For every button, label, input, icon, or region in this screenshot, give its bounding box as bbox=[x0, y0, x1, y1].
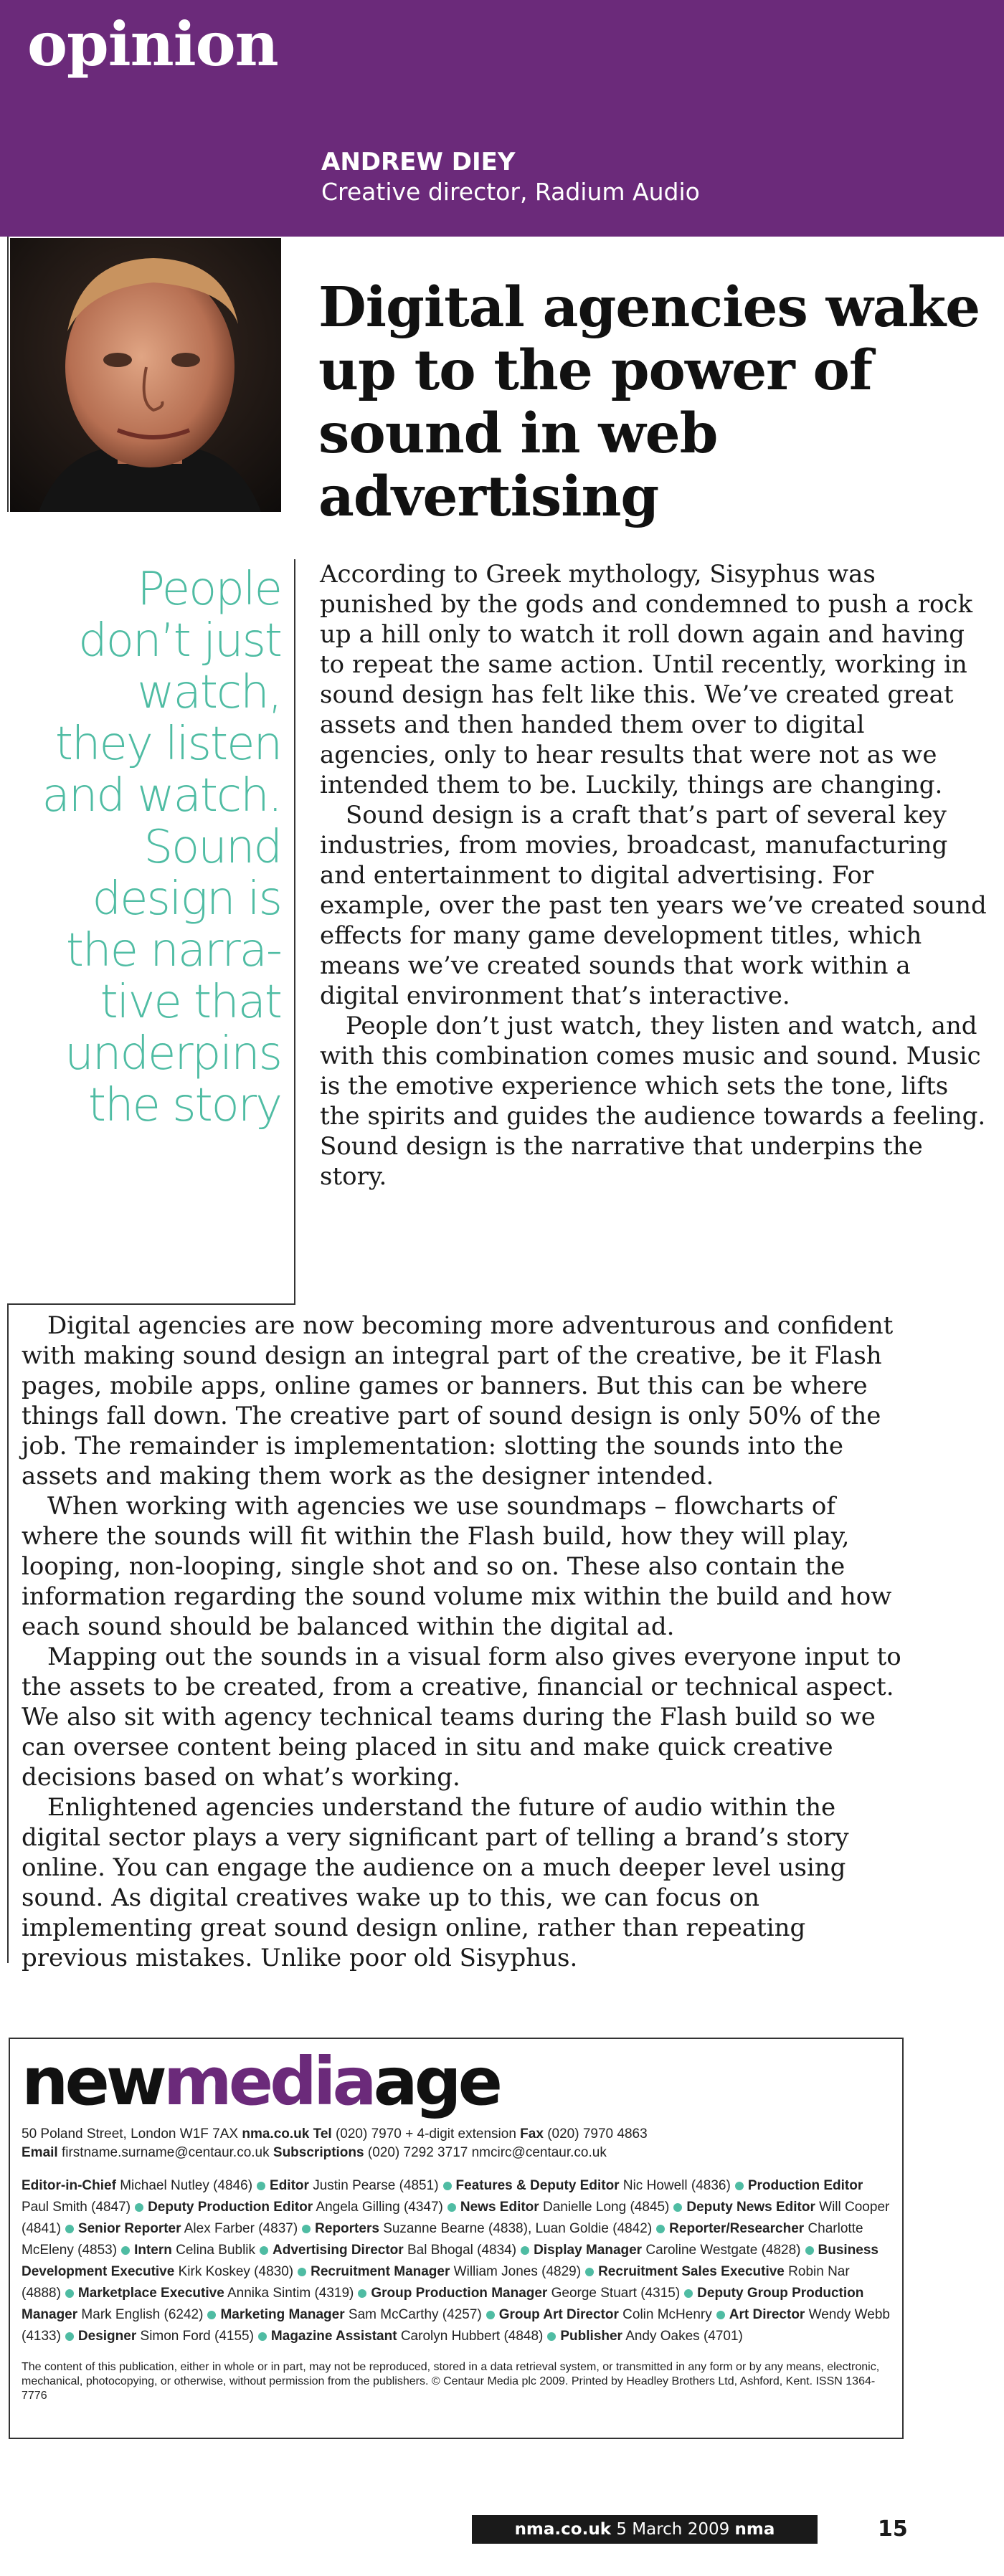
site-url: nma.co.uk bbox=[242, 2126, 310, 2142]
staff-role: Editor-in-Chief bbox=[22, 2178, 116, 2193]
pullquote-line: Sound bbox=[143, 821, 281, 874]
bullet-dot-icon bbox=[121, 2246, 130, 2255]
staff-name: Nic Howell (4836) bbox=[622, 2178, 731, 2193]
newmediaage-logo bbox=[22, 2043, 891, 2120]
staff-role: News Editor bbox=[460, 2200, 539, 2215]
bullet-dot-icon bbox=[258, 2332, 267, 2341]
staff-role: Intern bbox=[134, 2243, 172, 2258]
bullet-dot-icon bbox=[447, 2203, 456, 2212]
email: firstname.surname@centaur.co.uk bbox=[61, 2145, 270, 2160]
pullquote-line: underpins bbox=[65, 1027, 281, 1080]
staff-role: Group Production Manager bbox=[371, 2286, 548, 2301]
staff-role: Reporters bbox=[315, 2221, 379, 2236]
pullquote bbox=[14, 564, 281, 1131]
bullet-dot-icon bbox=[260, 2246, 268, 2255]
bullet-dot-icon bbox=[735, 2182, 744, 2190]
logo-part: media bbox=[163, 2043, 374, 2120]
staff-name: Paul Smith (4847) bbox=[22, 2200, 131, 2215]
pullquote-line: and watch. bbox=[42, 769, 281, 822]
staff-name: George Stuart (4315) bbox=[551, 2286, 681, 2301]
bullet-dot-icon bbox=[302, 2225, 311, 2233]
pullquote-line: watch, bbox=[137, 666, 281, 719]
col2-left-rule bbox=[7, 1303, 9, 1963]
staff-name: Robin Nar (4888) bbox=[22, 2264, 850, 2301]
staff-role: Display Manager bbox=[534, 2243, 643, 2258]
article-paragraph: Mapping out the sounds in a visual form also gives everyone input to the assets to be created, from a creative, financial or technical aspect. We also sit with agency technical teams during the Flash build so we can oversee content being placed in situ and make quick creative decisions based on what’s working. bbox=[22, 1643, 901, 1792]
bullet-dot-icon bbox=[443, 2182, 452, 2190]
bullet-dot-icon bbox=[65, 2289, 74, 2298]
pullquote-divider bbox=[294, 559, 295, 1305]
staff-name: Charlotte McEleny (4853) bbox=[22, 2221, 863, 2258]
bullet-dot-icon bbox=[585, 2268, 594, 2276]
staff-name: Andy Oakes (4701) bbox=[625, 2329, 743, 2344]
logo-part: age bbox=[373, 2043, 499, 2120]
subscriptions: (020) 7292 3717 nmcirc@centaur.co.uk bbox=[367, 2145, 607, 2160]
article-paragraph: People don’t just watch, they listen and watch, and with this combination comes music and sound. Music is the emotive experience which sets the tone, lifts the spirits and guides the audience towards a feeling. Sound design is the narrative that underpins the story. bbox=[320, 1012, 986, 1191]
staff-name: Danielle Long (4845) bbox=[542, 2200, 670, 2215]
staff-role: Business Development Executive bbox=[22, 2243, 879, 2279]
contact-info bbox=[22, 2125, 891, 2162]
headline: Digital agencies wake up to the power of sound in web advertising bbox=[318, 275, 980, 529]
staff-role: Group Art Director bbox=[498, 2307, 619, 2322]
staff-role: Editor bbox=[270, 2178, 309, 2193]
photo-left-rule bbox=[7, 237, 9, 512]
col2-top-rule bbox=[7, 1303, 294, 1305]
staff-name: Sam McCarthy (4257) bbox=[348, 2307, 482, 2322]
bullet-dot-icon bbox=[656, 2225, 665, 2233]
email-label: Email bbox=[22, 2145, 58, 2160]
bullet-dot-icon bbox=[257, 2182, 265, 2190]
fax: (020) 7970 4863 bbox=[547, 2126, 648, 2142]
staff-name: Carolyn Hubbert (4848) bbox=[400, 2329, 544, 2344]
pullquote-line: People bbox=[137, 563, 281, 616]
author-role: Creative director, Radium Audio bbox=[321, 178, 700, 206]
staff-role: Reporter/Researcher bbox=[669, 2221, 805, 2236]
staff-list bbox=[22, 2175, 891, 2347]
staff-name: Kirk Koskey (4830) bbox=[178, 2264, 294, 2279]
bullet-dot-icon bbox=[65, 2332, 74, 2341]
pullquote-line: they listen bbox=[55, 718, 281, 771]
bullet-dot-icon bbox=[298, 2268, 306, 2276]
article-paragraph: Enlightened agencies understand the future of audio within the digital sector plays a very significant part of telling a brand’s story online. You can engage the audience on a much deeper level using sound. As digital creatives wake up to this, we can focus on implementing great sound design online, rather than repeating previous mistakes. Unlike poor old Sisyphus. bbox=[22, 1793, 849, 1972]
staff-role: Publisher bbox=[560, 2329, 622, 2344]
address: 50 Poland Street, London W1F 7AX bbox=[22, 2126, 239, 2142]
bullet-dot-icon bbox=[547, 2332, 556, 2341]
staff-name: Simon Ford (4155) bbox=[140, 2329, 254, 2344]
page-number: 15 bbox=[878, 2516, 908, 2542]
staff-name: Will Cooper (4841) bbox=[22, 2200, 890, 2236]
staff-name: Bal Bhogal (4834) bbox=[407, 2243, 517, 2258]
staff-name: Celina Bublik bbox=[176, 2243, 256, 2258]
pullquote-line: don’t just bbox=[78, 614, 281, 667]
staff-role: Recruitment Manager bbox=[311, 2264, 450, 2279]
pullquote-line: tive that bbox=[100, 976, 281, 1029]
staff-name: Alex Farber (4837) bbox=[184, 2221, 298, 2236]
staff-role: Art Director bbox=[729, 2307, 805, 2322]
staff-role: Designer bbox=[77, 2329, 137, 2344]
article-column-1 bbox=[320, 559, 987, 1192]
bullet-dot-icon bbox=[486, 2311, 495, 2319]
tel-label: Tel bbox=[313, 2126, 332, 2142]
staff-role: Deputy Production Editor bbox=[148, 2200, 313, 2215]
pullquote-line: the narra- bbox=[65, 924, 281, 977]
bullet-dot-icon bbox=[673, 2203, 682, 2212]
bullet-dot-icon bbox=[358, 2289, 366, 2298]
tel: (020) 7970 + 4-digit extension bbox=[335, 2126, 516, 2142]
article-paragraph: Digital agencies are now becoming more adventurous and confident with making sound design an integral part of the creative, be it Flash pages, mobile apps, online games or banners. But this can be where things fall down. The creative part of sound design is only 50% of the job. The remainder is implementation: slotting the sounds into the assets and making them work as the designer intended. bbox=[22, 1311, 894, 1491]
staff-name: Justin Pearse (4851) bbox=[313, 2178, 439, 2193]
section-label: opinion bbox=[27, 9, 278, 80]
bullet-dot-icon bbox=[521, 2246, 529, 2255]
staff-name: Suzanne Bearne (4838), Luan Goldie (4842) bbox=[383, 2221, 653, 2236]
staff-name: Michael Nutley (4846) bbox=[120, 2178, 253, 2193]
masthead-box bbox=[9, 2038, 904, 2439]
subscriptions-label: Subscriptions bbox=[273, 2145, 364, 2160]
staff-name: William Jones (4829) bbox=[453, 2264, 582, 2279]
staff-role: Deputy Group Production Manager bbox=[22, 2286, 864, 2322]
legal-notice: The content of this publication, either in whole or in part, may not be reproduced, stored in a data retrieval system, or transmitted in any form or by any means, electronic, mechanical, photocopying, or otherwise, without permission from the publishers. © Centaur Media plc 2009. Printed by Headley Brothers Ltd, Ashford, Kent. ISSN 1364-7776 bbox=[22, 2361, 880, 2402]
bullet-dot-icon bbox=[65, 2225, 74, 2233]
staff-role: Marketplace Executive bbox=[77, 2286, 224, 2301]
article-paragraph: Sound design is a craft that’s part of several key industries, from movies, broadcast, manufacturing and entertainment to digital advertising. For example, over the past ten years we’ve created sound effects for many game development titles, which means we’ve created sounds that work within a digital environment that’s interactive. bbox=[320, 801, 987, 1010]
article-paragraph: According to Greek mythology, Sisyphus was punished by the gods and condemned to push a rock up a hill only to watch it roll down again and having to repeat the same action. Until recently, working in sound design has felt like this. We’ve created great assets and then handed them over to digital agencies, only to hear results that were not as we intended them to be. Luckily, things are changing. bbox=[320, 560, 973, 799]
fax-label: Fax bbox=[520, 2126, 544, 2142]
pullquote-line: design is bbox=[92, 873, 281, 926]
staff-name: Colin McHenry bbox=[622, 2307, 712, 2322]
staff-role: Recruitment Sales Executive bbox=[598, 2264, 785, 2279]
bullet-dot-icon bbox=[805, 2246, 814, 2255]
staff-role: Marketing Manager bbox=[220, 2307, 345, 2322]
bullet-dot-icon bbox=[207, 2311, 216, 2319]
author-portrait-image bbox=[10, 238, 281, 512]
staff-name: Mark English (6242) bbox=[81, 2307, 204, 2322]
bullet-dot-icon bbox=[135, 2203, 143, 2212]
footer-bar bbox=[472, 2515, 818, 2544]
bullet-dot-icon bbox=[684, 2289, 693, 2298]
staff-name: Caroline Westgate (4828) bbox=[645, 2243, 801, 2258]
staff-role: Magazine Assistant bbox=[270, 2329, 397, 2344]
staff-name: Angela Gilling (4347) bbox=[316, 2200, 443, 2215]
bullet-dot-icon bbox=[716, 2311, 725, 2319]
staff-role: Features & Deputy Editor bbox=[455, 2178, 620, 2193]
staff-role: Production Editor bbox=[747, 2178, 863, 2193]
staff-role: Deputy News Editor bbox=[686, 2200, 815, 2215]
article-paragraph: When working with agencies we use soundmaps – flowcharts of where the sounds will fit within the Flash build, how they will play, looping, non-looping, single shot and so on. These also contain the information regarding the sound volume mix within the build and how each sound should be balanced within the digital ad. bbox=[22, 1492, 892, 1641]
author-name: ANDREW DIEY bbox=[321, 148, 516, 176]
pullquote-line: the story bbox=[87, 1079, 281, 1132]
footer-site: nma.co.uk bbox=[514, 2520, 612, 2539]
article-column-2 bbox=[22, 1311, 905, 1973]
footer-date: 5 March 2009 bbox=[616, 2520, 730, 2539]
footer-brand: nma bbox=[734, 2520, 775, 2539]
staff-role: Senior Reporter bbox=[77, 2221, 181, 2236]
staff-name: Annika Sintim (4319) bbox=[227, 2286, 354, 2301]
logo-part: new bbox=[22, 2043, 164, 2120]
author-photo bbox=[10, 238, 281, 512]
staff-name: Wendy Webb (4133) bbox=[22, 2307, 890, 2344]
staff-role: Advertising Director bbox=[273, 2243, 404, 2258]
